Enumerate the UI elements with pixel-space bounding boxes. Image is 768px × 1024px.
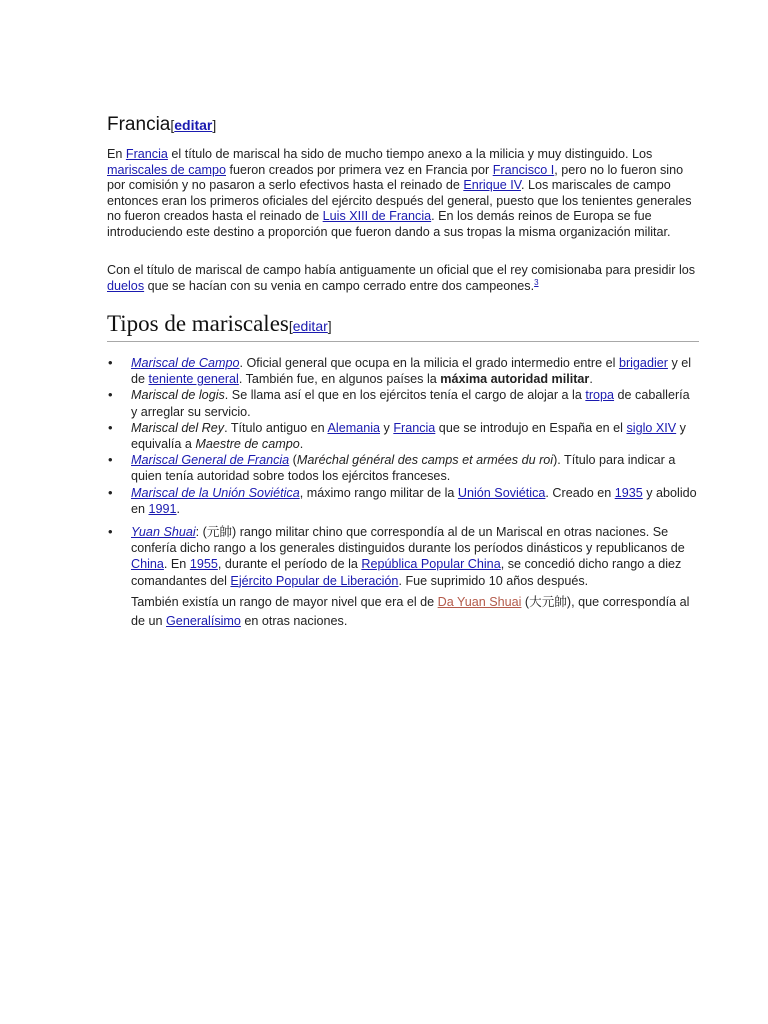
term-mariscal-del-rey: Mariscal del Rey [131, 420, 225, 435]
link-mariscal-de-campo[interactable]: Mariscal de Campo [131, 356, 240, 370]
list-item-mariscal-union-sovietica: • Mariscal de la Unión Soviética, máximo rango militar de la Unión Soviética. Creado en 1935 y abolido en 1991. [107, 485, 699, 517]
link-alemania[interactable]: Alemania [327, 420, 381, 435]
link-generalisimo[interactable]: Generalísimo [166, 613, 241, 628]
bold-maxima-autoridad: máxima autoridad militar [440, 372, 590, 387]
link-ejercito-popular-liberacion[interactable]: Ejército Popular de Liberación [230, 573, 399, 588]
link-francia[interactable]: Francia [125, 147, 168, 161]
link-da-yuan-shuai[interactable]: Da Yuan Shuai [437, 594, 522, 609]
term-marechal-general: Maréchal général des camps et armées du roi [296, 453, 554, 468]
list-item-mariscal-general-de-francia: • Mariscal General de Francia (Maréchal général des camps et armées du roi). Título para indicar a quien tenía autoridad sobre todos los ejércitos franceses. [107, 452, 699, 484]
term-maestre-de-campo: Maestre de campo [195, 437, 300, 452]
link-tropa[interactable]: tropa [585, 388, 615, 403]
yuan-shuai-note: También existía un rango de mayor nivel que era el de Da Yuan Shuai (大元帥), que correspondía al de un Generalísimo en otras naciones. [131, 594, 690, 628]
edit-link-francia[interactable]: editar [174, 117, 213, 133]
section-heading-tipos [107, 309, 699, 342]
heading-tipos-title: Tipos de mariscales [107, 311, 289, 336]
link-siglo-xiv[interactable]: siglo XIV [626, 420, 677, 435]
link-brigadier[interactable]: brigadier [618, 356, 668, 370]
link-enrique-iv[interactable]: Enrique IV [463, 178, 521, 192]
reference-3[interactable]: 3 [534, 277, 539, 287]
list-item-mariscal-de-campo: • Mariscal de Campo. Oficial general que ocupa en la milicia el grado intermedio entre el brigadier y el de teniente general. También fue, en algunos países la máxima autoridad militar. [107, 355, 699, 387]
link-mariscales-de-campo[interactable]: mariscales de campo [107, 162, 226, 177]
section-heading-francia [107, 113, 216, 137]
list-item-mariscal-de-logis: • Mariscal de logis. Se llama así el que en los ejércitos tenía el cargo de alojar a la tropa de caballería y arreglar su servicio. [107, 387, 699, 419]
link-luis-xiii[interactable]: Luis XIII de Francia [322, 209, 432, 223]
edit-link-tipos[interactable]: editar [292, 318, 328, 334]
link-1991[interactable]: 1991 [148, 501, 177, 516]
link-duelos[interactable]: duelos [107, 278, 145, 293]
heading-francia-title: Francia [107, 114, 171, 135]
link-francia-2[interactable]: Francia [393, 420, 436, 435]
paragraph-francia-history: En Francia el título de mariscal ha sido de mucho tiempo anexo a la milicia y muy distinguido. Los mariscales de campo fueron creados por primera vez en Francia por Francisco I, pero no lo fueron sino por comisión y no pasaron a serlo efectivos hasta el reinado de Enrique IV. Los mariscales de campo entonces eran los primeros oficiales del ejército después del general, puesto que los tenientes generales no fueron creados hasta el reinado de Luis XIII de Francia. En los demás reinos de Europa se fue introduciendo este destino a proporción que fueron dando a sus tropas la misma organización militar. [107, 147, 692, 239]
link-union-sovietica[interactable]: Unión Soviética [457, 485, 546, 500]
link-mariscal-union-sovietica[interactable]: Mariscal de la Unión Soviética [131, 485, 300, 500]
link-1935[interactable]: 1935 [614, 485, 643, 500]
edit-section-tipos: [editar] [288, 318, 332, 334]
mariscal-types-list [107, 355, 699, 631]
list-item-mariscal-del-rey: • Mariscal del Rey. Título antiguo en Alemania y Francia que se introdujo en España en el siglo XIV y equivalía a Maestre de campo. [107, 420, 699, 452]
link-francisco-i[interactable]: Francisco I [492, 162, 555, 177]
link-teniente-general[interactable]: teniente general [148, 372, 239, 387]
link-1955[interactable]: 1955 [189, 557, 218, 572]
paragraph-francia-duelos: Con el título de mariscal de campo había antiguamente un oficial que el rey comisionaba para presidir los duelos que se hacían con su venia en campo cerrado entre dos campeones.$^3$ [107, 263, 696, 293]
link-mariscal-general-de-francia[interactable]: Mariscal General de Francia [131, 453, 290, 468]
term-mariscal-de-logis: Mariscal de logis [131, 388, 225, 403]
link-yuan-shuai[interactable]: Yuan Shuai [131, 525, 196, 540]
list-item-yuan-shuai: • Yuan Shuai: (元帥) rango militar chino que correspondía al de un Mariscal en otras naciones. Se confería dicho rango a los generales distinguidos durante los períodos dinásticos y republicanos de China. En 1955, durante el período de la República Popular China, se concedió dicho rango a diez comandantes del Ejército Popular de Liberación. Fue suprimido 10 años después. También existía un rango de mayor nivel que era el de Da Yuan Shuai (大元帥), que correspondía al de un Generalísimo en otras naciones. [107, 524, 699, 631]
link-republica-popular-china[interactable]: República Popular China [361, 557, 501, 572]
link-china[interactable]: China [131, 557, 164, 572]
edit-section-francia: [editar] [170, 117, 217, 133]
